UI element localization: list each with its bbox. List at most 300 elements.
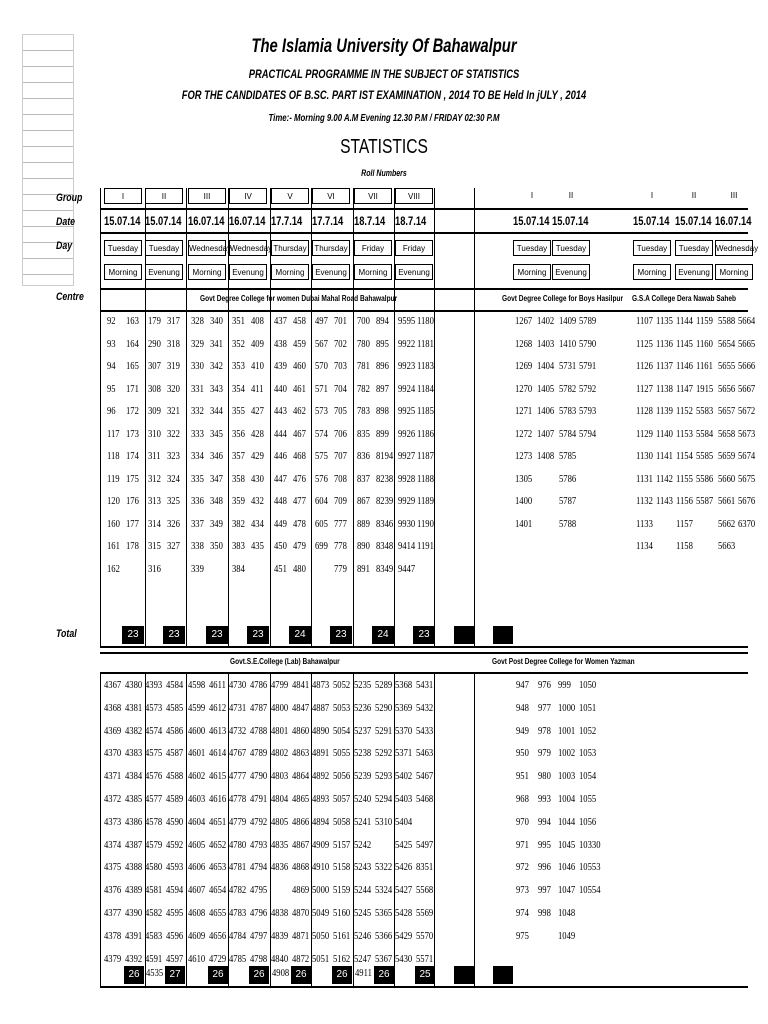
roll-number: 4794 (250, 862, 268, 874)
roll-number: 1272 (515, 428, 533, 440)
roll-number: 5239 (354, 771, 372, 783)
roll-number: 1154 (676, 451, 693, 462)
roll-number: 4847 (292, 702, 310, 714)
roll-number: 8239 (376, 496, 394, 507)
roll-number: 976 (538, 680, 551, 691)
roll-number: 4584 (166, 680, 184, 691)
roll-number: 179 (148, 316, 161, 327)
column-rule (353, 188, 354, 648)
roll-number: 4864 (292, 771, 310, 783)
roll-number: 5664 (738, 316, 756, 327)
roll-number: 4863 (292, 748, 310, 760)
roll-number: 439 (274, 361, 287, 372)
roll-number: 5246 (354, 930, 372, 942)
column-rule (186, 672, 187, 986)
roll-number: 5666 (738, 361, 756, 372)
roll-number: 9922 (398, 338, 416, 350)
roll-number: 1401 (515, 518, 533, 530)
date-cell: 15.07.14 (145, 214, 182, 228)
roll-number: 1273 (515, 451, 533, 462)
roll-number: 979 (538, 748, 551, 760)
roll-number: 4535 (146, 968, 164, 979)
roll-number: 4585 (166, 702, 184, 714)
roll-number: 468 (293, 451, 306, 462)
roll-number: 4377 (104, 908, 122, 919)
roll-number: 480 (293, 563, 306, 575)
group-label: Group (56, 192, 83, 204)
roll-number: 333 (191, 428, 204, 440)
roll-number: 1156 (676, 496, 693, 507)
day-cell: Wednesday (188, 240, 226, 256)
roll-number: 4391 (125, 930, 143, 942)
roll-number: 5787 (559, 496, 577, 507)
roll-number: 1054 (579, 771, 597, 783)
roll-number: 5324 (375, 885, 393, 897)
roll-number: 703 (334, 361, 347, 372)
roll-number: 1305 (515, 473, 533, 485)
roll-number: 450 (274, 541, 287, 552)
column-rule (145, 188, 146, 648)
roll-number: 447 (274, 473, 287, 485)
roll-number: 4595 (166, 908, 184, 919)
roll-number: 5310 (375, 816, 393, 828)
roll-number: 1406 (537, 406, 555, 417)
roll-number: 1129 (636, 428, 653, 440)
roll-number: 1130 (636, 451, 653, 462)
roll-number: 307 (148, 361, 161, 372)
roll-number: 574 (315, 428, 328, 440)
roll-number: 5672 (738, 406, 756, 417)
black-cell (493, 966, 513, 984)
roll-number: 604 (315, 496, 328, 507)
roll-number: 5428 (395, 908, 413, 919)
roll-number: 709 (334, 496, 347, 507)
roll-number: 5367 (375, 953, 393, 965)
roll-number: 1128 (636, 406, 653, 417)
roll-number: 5369 (395, 702, 413, 714)
roll-number: 1408 (537, 451, 555, 462)
roll-number: 330 (191, 361, 204, 372)
roll-number: 1137 (656, 361, 673, 372)
roll-number: 1147 (676, 383, 693, 395)
roll-number: 427 (251, 406, 264, 417)
column-rule (434, 672, 435, 986)
roll-number: 438 (274, 338, 287, 350)
roll-number: 1004 (558, 794, 576, 805)
roll-number: 567 (315, 338, 328, 350)
roll-number: 5463 (416, 748, 434, 760)
roll-number: 319 (167, 361, 180, 372)
roll-number: 343 (210, 383, 223, 395)
roll-number: 1047 (558, 885, 576, 897)
roll-number: 335 (191, 473, 204, 485)
group-cell: V (271, 188, 309, 204)
roll-number: 444 (274, 428, 287, 440)
roll-number: 8346 (376, 518, 394, 530)
roll-number: 5159 (333, 885, 351, 897)
roll-number: 4911 (355, 968, 372, 979)
roll-number: 4872 (292, 953, 310, 965)
roll-number: 359 (232, 496, 245, 507)
black-cell (454, 626, 474, 644)
roll-number: 5237 (354, 725, 372, 737)
roll-number: 5656 (718, 383, 736, 395)
roll-number: 1158 (676, 541, 693, 552)
roll-number: 497 (315, 316, 328, 327)
roll-number: 4779 (229, 816, 247, 828)
roll-number: 8348 (376, 541, 394, 552)
subject-title: STATISTICS (340, 136, 428, 158)
roll-number: 4375 (104, 862, 122, 874)
roll-number: 4792 (250, 816, 268, 828)
roll-number: 1184 (417, 383, 434, 395)
roll-number: 5433 (416, 725, 434, 737)
roll-number: 5426 (395, 862, 413, 874)
roll-number: 4373 (104, 816, 122, 828)
total-cell: 26 (124, 966, 144, 984)
roll-number: 5665 (738, 338, 756, 350)
roll-number: 4374 (104, 839, 122, 851)
candidates-title: FOR THE CANDIDATES OF B.SC. PART IST EXAMINATION , 2014 TO BE Held In jULY , 2014 (181, 88, 587, 102)
roll-number: 5429 (395, 930, 413, 942)
roll-number: 5661 (718, 496, 736, 507)
roll-number: 978 (538, 725, 551, 737)
roll-number: 4612 (209, 702, 227, 714)
roll-number: 5158 (333, 862, 351, 874)
roll-number: 1144 (676, 316, 693, 327)
roll-number: 1181 (417, 338, 434, 350)
roll-number: 316 (148, 563, 161, 575)
roll-number: 4594 (166, 885, 184, 897)
roll-number: 5497 (416, 839, 434, 851)
roll-number: 314 (148, 518, 161, 530)
roll-number: 4604 (188, 816, 206, 828)
roll-number: 10330 (579, 839, 601, 851)
roll-number: 1186 (417, 428, 434, 440)
roll-number: 4868 (292, 862, 310, 874)
roll-number: 1141 (656, 451, 673, 462)
roll-number: 322 (167, 428, 180, 440)
roll-number: 999 (558, 680, 571, 691)
roll-number: 351 (232, 316, 245, 327)
roll-number: 1143 (656, 496, 673, 507)
roll-number: 1400 (515, 496, 533, 507)
roll-number: 411 (251, 383, 264, 395)
roll-number: 10554 (579, 885, 601, 897)
roll-number: 94 (107, 361, 116, 372)
roll-number: 410 (251, 361, 264, 372)
roll-number: 4599 (188, 702, 206, 714)
roll-number: 4387 (125, 839, 143, 851)
roll-number: 5371 (395, 748, 413, 760)
roll-number: 4729 (209, 953, 227, 965)
day-cell: Wednesday (715, 240, 753, 256)
shift-cell: Evenung (312, 264, 350, 280)
roll-number: 1159 (696, 316, 713, 327)
shift-cell: Evenung (395, 264, 433, 280)
roll-number: 462 (293, 406, 306, 417)
roll-number: 1405 (537, 383, 555, 395)
shift-cell: Evenung (229, 264, 267, 280)
roll-number: 4613 (209, 725, 227, 737)
roll-number: 702 (334, 338, 347, 350)
roll-number: 5674 (738, 451, 756, 462)
roll-number: 5570 (416, 930, 434, 942)
roll-number: 5368 (395, 680, 413, 691)
roll-number: 836 (357, 451, 370, 462)
roll-number: 4910 (312, 862, 330, 874)
roll-number: 5585 (696, 451, 714, 462)
roll-number: 4582 (145, 908, 163, 919)
roll-number: 348 (210, 496, 223, 507)
roll-number: 4386 (125, 816, 143, 828)
roll-number: 449 (274, 518, 287, 530)
roll-number: 837 (357, 473, 370, 485)
roll-number: 460 (293, 361, 306, 372)
shift-cell: Morning (715, 264, 753, 280)
roll-number: 4587 (166, 748, 184, 760)
total-cell: 23 (206, 626, 228, 644)
roll-number: 783 (357, 406, 370, 417)
roll-number: 350 (210, 541, 223, 552)
roll-number: 446 (274, 451, 287, 462)
roll-number: 4731 (229, 702, 247, 714)
roll-number: 4789 (250, 748, 268, 760)
roll-number: 290 (148, 338, 161, 350)
roll-number: 704 (334, 383, 347, 395)
roll-number: 315 (148, 541, 161, 552)
roll-number: 429 (251, 451, 264, 462)
group-cell: II (145, 188, 183, 204)
roll-number: 5655 (718, 361, 736, 372)
roll-number: 5432 (416, 702, 434, 714)
roll-number: 311 (148, 451, 161, 462)
total-cell: 26 (291, 966, 311, 984)
roll-number: 1044 (558, 816, 576, 828)
centre-name: G.S.A College Dera Nawab Saheb (632, 294, 737, 303)
roll-number: 339 (191, 563, 204, 575)
roll-number: 4795 (250, 885, 268, 897)
roll-number: 5049 (312, 908, 330, 919)
roll-number: 435 (251, 541, 264, 552)
total-cell: 26 (374, 966, 394, 984)
roll-number: 573 (315, 406, 328, 417)
roll-number: 4384 (125, 771, 143, 783)
roll-number: 4783 (229, 908, 247, 919)
date-cell: 15.07.14 (633, 214, 670, 228)
group-cell: I (530, 191, 534, 200)
roll-number: 4797 (250, 930, 268, 942)
roll-number: 1915 (696, 383, 714, 395)
roll-number: 5160 (333, 908, 351, 919)
roll-number: 700 (357, 316, 370, 327)
roll-number: 4597 (166, 953, 184, 965)
column-rule (228, 188, 229, 648)
roll-number: 1138 (656, 383, 673, 395)
programme-title: PRACTICAL PROGRAMME IN THE SUBJECT OF STATISTICS (248, 67, 520, 81)
roll-number: 4780 (229, 839, 247, 851)
roll-number: 5586 (696, 473, 714, 485)
rule-line (100, 646, 748, 648)
roll-number: 5430 (395, 953, 413, 965)
roll-number: 972 (516, 862, 529, 874)
roll-number: 4651 (209, 816, 227, 828)
roll-number: 5793 (579, 406, 597, 417)
roll-number: 324 (167, 473, 180, 485)
roll-number: 1404 (537, 361, 555, 372)
roll-number: 1190 (417, 518, 434, 530)
roll-number: 835 (357, 428, 370, 440)
rule-line (100, 672, 748, 674)
roll-number: 9595 (398, 316, 416, 327)
shift-cell: Evenung (552, 264, 590, 280)
roll-number: 4389 (125, 885, 143, 897)
roll-number: 5403 (395, 794, 413, 805)
roll-number: 5055 (333, 748, 351, 760)
roll-number: 5053 (333, 702, 351, 714)
roll-number: 5057 (333, 794, 351, 805)
roll-number: 4575 (145, 748, 163, 760)
date-cell: 15.07.14 (104, 214, 141, 228)
roll-number: 949 (516, 725, 529, 737)
roll-number: 352 (232, 338, 245, 350)
date-cell: 17.7.14 (312, 214, 344, 228)
roll-number: 334 (191, 451, 204, 462)
roll-number: 1132 (636, 496, 653, 507)
roll-number: 4894 (312, 816, 330, 828)
roll-number: 699 (315, 541, 328, 552)
roll-number: 1052 (579, 725, 597, 737)
roll-number: 326 (167, 518, 180, 530)
roll-number: 120 (107, 496, 120, 507)
roll-number: 1139 (656, 406, 673, 417)
roll-number: 4790 (250, 771, 268, 783)
total-cell: 23 (122, 626, 144, 644)
roll-number: 341 (210, 338, 223, 350)
roll-number: 318 (167, 338, 180, 350)
group-cell: III (730, 191, 738, 200)
roll-number: 970 (516, 816, 529, 828)
roll-number: 9447 (398, 563, 416, 575)
day-cell: Wednesday (229, 240, 267, 256)
roll-number: 1410 (559, 338, 577, 350)
total-cell: 24 (372, 626, 394, 644)
roll-number: 1056 (579, 816, 597, 828)
rule-line (100, 986, 748, 988)
rule-line (100, 310, 748, 312)
roll-number: 337 (191, 518, 204, 530)
roll-number: 434 (251, 518, 264, 530)
roll-number: 459 (293, 338, 306, 350)
roll-number: 1155 (676, 473, 693, 485)
roll-number: 5052 (333, 680, 351, 691)
roll-number: 5731 (559, 361, 577, 372)
roll-number: 5241 (354, 816, 372, 828)
roll-number: 4608 (188, 908, 206, 919)
roll-number: 896 (376, 361, 389, 372)
shift-cell: Morning (513, 264, 551, 280)
roll-number: 971 (516, 839, 529, 851)
roll-number: 1053 (579, 748, 597, 760)
roll-number: 4600 (188, 725, 206, 737)
roll-number: 4787 (250, 702, 268, 714)
shift-cell: Morning (188, 264, 226, 280)
roll-number: 995 (538, 839, 551, 851)
roll-number: 4371 (104, 771, 122, 783)
roll-number: 5431 (416, 680, 434, 691)
date-label: Date (56, 216, 76, 228)
roll-number: 570 (315, 361, 328, 372)
roll-number: 5243 (354, 862, 372, 874)
roll-number: 1157 (676, 518, 693, 530)
date-cell: 16.07.14 (715, 214, 752, 228)
total-cell: 25 (415, 966, 435, 984)
roll-number: 5792 (579, 383, 597, 395)
roll-number: 777 (334, 518, 347, 530)
roll-number: 5235 (354, 680, 372, 691)
roll-number: 9414 (398, 541, 416, 552)
roll-number: 5365 (375, 908, 393, 919)
roll-number: 4890 (312, 725, 330, 737)
roll-number: 347 (210, 473, 223, 485)
roll-number: 4786 (250, 680, 268, 691)
centre-name: Govt Degree College for Boys Hasilpur (502, 294, 624, 303)
roll-number: 5162 (333, 953, 351, 965)
roll-number: 345 (210, 428, 223, 440)
roll-number: 4732 (229, 725, 247, 737)
roll-number: 4393 (145, 680, 163, 691)
column-rule (100, 672, 101, 986)
roll-number: 1187 (417, 451, 434, 462)
roll-number: 5242 (354, 839, 372, 851)
roll-number: 4803 (271, 771, 289, 783)
roll-number: 437 (274, 316, 287, 327)
roll-number: 8194 (376, 451, 394, 462)
roll-number: 5322 (375, 862, 393, 874)
roll-number: 4383 (125, 748, 143, 760)
roll-number: 92 (107, 316, 116, 327)
total-cell: 26 (249, 966, 269, 984)
roll-number: 5663 (718, 541, 736, 552)
roll-number: 172 (126, 406, 139, 417)
roll-number: 357 (232, 451, 245, 462)
roll-number: 5366 (375, 930, 393, 942)
roll-number: 383 (232, 541, 245, 552)
roll-number: 477 (293, 496, 306, 507)
roll-number: 4372 (104, 794, 122, 805)
roll-number: 993 (538, 794, 551, 805)
group-cell: III (188, 188, 226, 204)
roll-number: 163 (126, 316, 139, 327)
shift-cell: Morning (104, 264, 142, 280)
black-cell (454, 966, 474, 984)
roll-number: 1050 (579, 680, 597, 691)
roll-number: 5402 (395, 771, 413, 783)
roll-number: 4369 (104, 725, 122, 737)
roll-number: 331 (191, 383, 204, 395)
roll-number: 6370 (738, 518, 756, 530)
roll-number: 5294 (375, 794, 393, 805)
roll-number: 5000 (312, 885, 330, 897)
total-cell: 23 (330, 626, 352, 644)
roll-number: 5291 (375, 725, 393, 737)
day-cell: Tuesday (633, 240, 671, 256)
roll-number: 5785 (559, 451, 577, 462)
roll-number: 4392 (125, 953, 143, 965)
roll-number: 4655 (209, 908, 227, 919)
roll-number: 384 (232, 563, 245, 575)
column-rule (394, 188, 395, 648)
